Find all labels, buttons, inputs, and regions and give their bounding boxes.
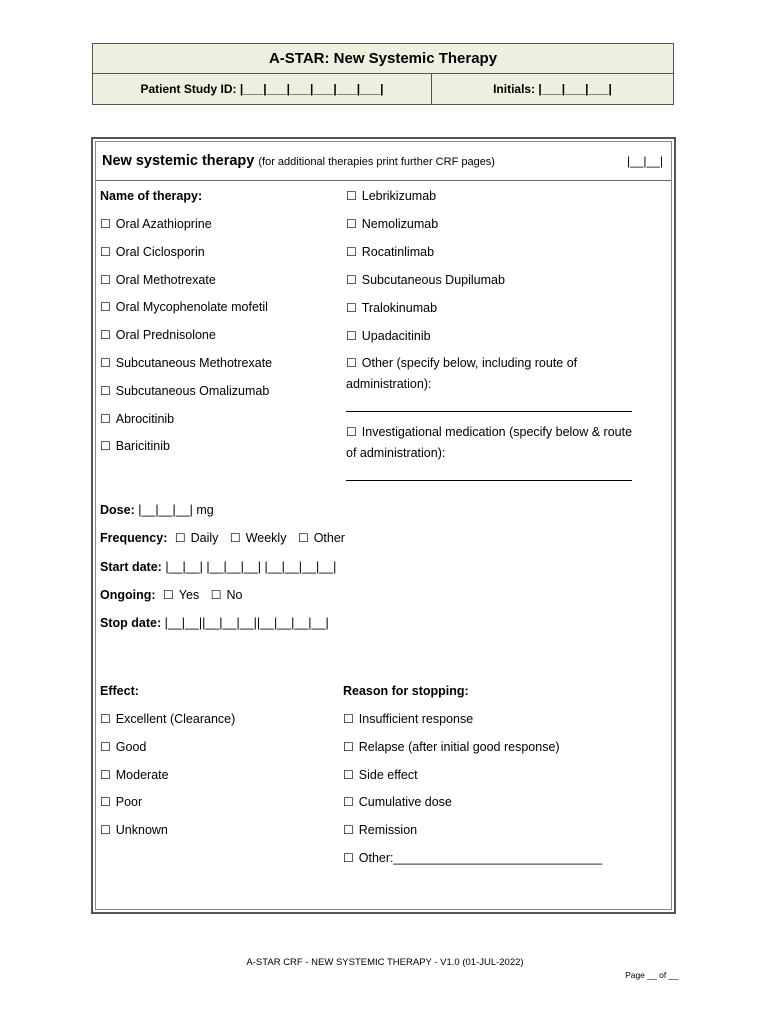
- reason-option-label: Remission: [358, 823, 418, 838]
- start-date-row: [100, 560, 336, 574]
- frequency-option-weekly[interactable]: ☐ Weekly: [229, 531, 287, 545]
- effect-option[interactable]: [100, 823, 168, 837]
- effect-option-label: Excellent (Clearance): [115, 712, 236, 726]
- therapy-option-label: Baricitinib: [115, 439, 170, 454]
- checkbox-icon[interactable]: ☐: [100, 217, 111, 231]
- ongoing-option-yes[interactable]: ☐ Yes: [163, 588, 200, 602]
- effect-label: Effect:: [100, 684, 139, 698]
- reason-option[interactable]: [343, 740, 560, 754]
- checkbox-icon[interactable]: ☐: [100, 272, 111, 287]
- therapy-option-label: Oral Azathioprine: [115, 217, 212, 231]
- reason-option[interactable]: [343, 712, 473, 726]
- therapy-option-label: Upadacitinib: [361, 329, 431, 343]
- effect-option-label: Poor: [115, 795, 143, 810]
- therapy-option-label: Oral Ciclosporin: [115, 244, 205, 259]
- frequency-option-daily[interactable]: ☐ Daily: [174, 531, 219, 545]
- therapy-option-other[interactable]: [346, 353, 631, 395]
- start-date-field[interactable]: |__|__| |__|__|__| |__|__|__|__|: [165, 560, 337, 574]
- start-date-label: Start date:: [100, 560, 162, 574]
- frequency-row: [100, 531, 345, 545]
- section-code-field[interactable]: |__|__|: [626, 154, 663, 168]
- initials-field[interactable]: Initials: |___|___|___|: [493, 82, 612, 96]
- effect-option[interactable]: [100, 768, 169, 782]
- therapy-option[interactable]: [346, 301, 437, 315]
- checkbox-icon[interactable]: ☐: [100, 739, 111, 754]
- section-note: (for additional therapies print further CRF pages): [258, 156, 495, 168]
- ongoing-label: Ongoing:: [100, 588, 156, 602]
- footer-text: A-STAR CRF - NEW SYSTEMIC THERAPY - V1.0 (01-JUL-2022): [246, 957, 524, 968]
- checkbox-icon[interactable]: ☐: [346, 217, 357, 231]
- checkbox-icon[interactable]: ☐: [343, 795, 354, 810]
- dose-field[interactable]: |__|__|__| mg: [138, 503, 214, 517]
- checkbox-icon[interactable]: ☐: [210, 588, 222, 602]
- therapy-option[interactable]: [346, 245, 434, 259]
- therapy-option[interactable]: [100, 217, 212, 231]
- reason-label: Reason for stopping:: [343, 684, 469, 698]
- checkbox-icon[interactable]: ☐: [100, 823, 111, 838]
- therapy-option-label: Oral Prednisolone: [115, 328, 216, 343]
- checkbox-icon[interactable]: ☐: [346, 329, 357, 343]
- therapy-label: Name of therapy:: [100, 189, 203, 203]
- effect-option-label: Moderate: [115, 767, 169, 782]
- checkbox-icon[interactable]: ☐: [100, 712, 111, 726]
- checkbox-icon[interactable]: ☐: [346, 356, 357, 370]
- section-title: [102, 153, 495, 169]
- therapy-option[interactable]: [346, 217, 438, 231]
- therapy-option-label: Tralokinumab: [361, 301, 438, 315]
- form-header: [92, 43, 674, 105]
- checkbox-icon[interactable]: ☐: [346, 425, 357, 439]
- stop-date-row: [100, 616, 329, 630]
- checkbox-icon[interactable]: ☐: [100, 411, 111, 426]
- checkbox-icon[interactable]: ☐: [346, 245, 357, 259]
- therapy-option-label: Rocatinlimab: [361, 245, 435, 259]
- therapy-option-label: Subcutaneous Methotrexate: [115, 356, 273, 370]
- stop-date-label: Stop date:: [100, 616, 162, 630]
- frequency-option-other[interactable]: ☐ Other: [297, 531, 345, 545]
- ongoing-option-no[interactable]: ☐ No: [210, 588, 243, 602]
- checkbox-icon[interactable]: ☐: [297, 531, 309, 545]
- therapy-option-label: Subcutaneous Dupilumab: [361, 273, 505, 287]
- checkbox-icon[interactable]: ☐: [346, 189, 357, 203]
- therapy-option[interactable]: [100, 356, 272, 370]
- reason-option-label: Cumulative dose: [358, 795, 452, 810]
- therapy-option[interactable]: [346, 329, 431, 343]
- checkbox-icon[interactable]: ☐: [100, 767, 111, 782]
- dose-label: Dose:: [100, 503, 135, 517]
- checkbox-icon[interactable]: ☐: [229, 531, 241, 545]
- checkbox-icon[interactable]: ☐: [100, 328, 111, 343]
- therapy-option-label: Nemolizumab: [361, 217, 439, 231]
- other-specify-line[interactable]: [346, 411, 632, 412]
- therapy-option[interactable]: [100, 300, 268, 314]
- therapy-other-label: Other (specify below, including route of administration):: [346, 356, 578, 391]
- therapy-option[interactable]: [100, 273, 216, 287]
- checkbox-icon[interactable]: ☐: [343, 767, 354, 782]
- ongoing-row: [100, 588, 242, 602]
- effect-option[interactable]: [100, 740, 146, 754]
- section-title-text: New systemic therapy: [102, 153, 255, 169]
- therapy-option-label: Oral Methotrexate: [115, 272, 216, 287]
- checkbox-icon[interactable]: ☐: [100, 795, 111, 810]
- checkbox-icon[interactable]: ☐: [100, 244, 111, 259]
- therapy-option[interactable]: [100, 439, 170, 453]
- therapy-option[interactable]: [100, 245, 205, 259]
- therapy-option-label: Oral Mycophenolate mofetil: [115, 300, 268, 315]
- form-title: A-STAR: New Systemic Therapy: [93, 44, 673, 74]
- section-header: [96, 142, 671, 181]
- therapy-option-investigational[interactable]: [346, 422, 641, 464]
- patient-study-id-field[interactable]: Patient Study ID: |___|___|___|___|___|___|: [93, 74, 432, 104]
- investigational-specify-line[interactable]: [346, 480, 632, 481]
- checkbox-icon[interactable]: ☐: [100, 356, 111, 370]
- checkbox-icon[interactable]: ☐: [343, 823, 354, 838]
- reason-option[interactable]: [343, 851, 602, 865]
- reason-option[interactable]: [343, 795, 452, 809]
- reason-option[interactable]: [343, 823, 417, 837]
- therapy-option-label: Subcutaneous Omalizumab: [115, 383, 270, 398]
- header-fields-row: [93, 74, 673, 104]
- reason-option-label: Other:______________________________: [358, 851, 603, 865]
- checkbox-icon[interactable]: ☐: [100, 439, 111, 454]
- checkbox-icon[interactable]: ☐: [174, 531, 186, 545]
- checkbox-icon[interactable]: ☐: [346, 301, 357, 315]
- effect-option-label: Unknown: [115, 823, 168, 838]
- effect-option[interactable]: [100, 712, 235, 726]
- reason-option[interactable]: [343, 768, 418, 782]
- checkbox-icon[interactable]: ☐: [346, 273, 357, 287]
- therapy-option[interactable]: [100, 384, 269, 398]
- checkbox-icon[interactable]: ☐: [343, 851, 354, 865]
- checkbox-icon[interactable]: ☐: [100, 300, 111, 315]
- checkbox-icon[interactable]: ☐: [343, 712, 354, 726]
- therapy-option[interactable]: [100, 412, 174, 426]
- therapy-option[interactable]: [346, 189, 436, 203]
- effect-option[interactable]: [100, 795, 142, 809]
- reason-option-label: Relapse (after initial good response): [358, 739, 560, 754]
- therapy-investigational-label: Investigational medication (specify below & route of administration):: [346, 425, 633, 460]
- checkbox-icon[interactable]: ☐: [100, 383, 111, 398]
- page-number: Page __ of __: [625, 970, 678, 980]
- stop-date-field[interactable]: |__|__||__|__|__||__|__|__|__|: [164, 616, 329, 630]
- reason-option-label: Side effect: [358, 767, 418, 782]
- dose-row: [100, 503, 214, 517]
- therapy-option[interactable]: [346, 273, 505, 287]
- therapy-option-label: Lebrikizumab: [361, 189, 437, 203]
- reason-option-label: Insufficient response: [358, 712, 474, 726]
- checkbox-icon[interactable]: ☐: [343, 739, 354, 754]
- checkbox-icon[interactable]: ☐: [163, 588, 174, 602]
- frequency-label: Frequency:: [100, 531, 168, 545]
- therapy-option-label: Abrocitinib: [115, 411, 175, 426]
- therapy-option[interactable]: [100, 328, 216, 342]
- effect-option-label: Good: [115, 739, 147, 754]
